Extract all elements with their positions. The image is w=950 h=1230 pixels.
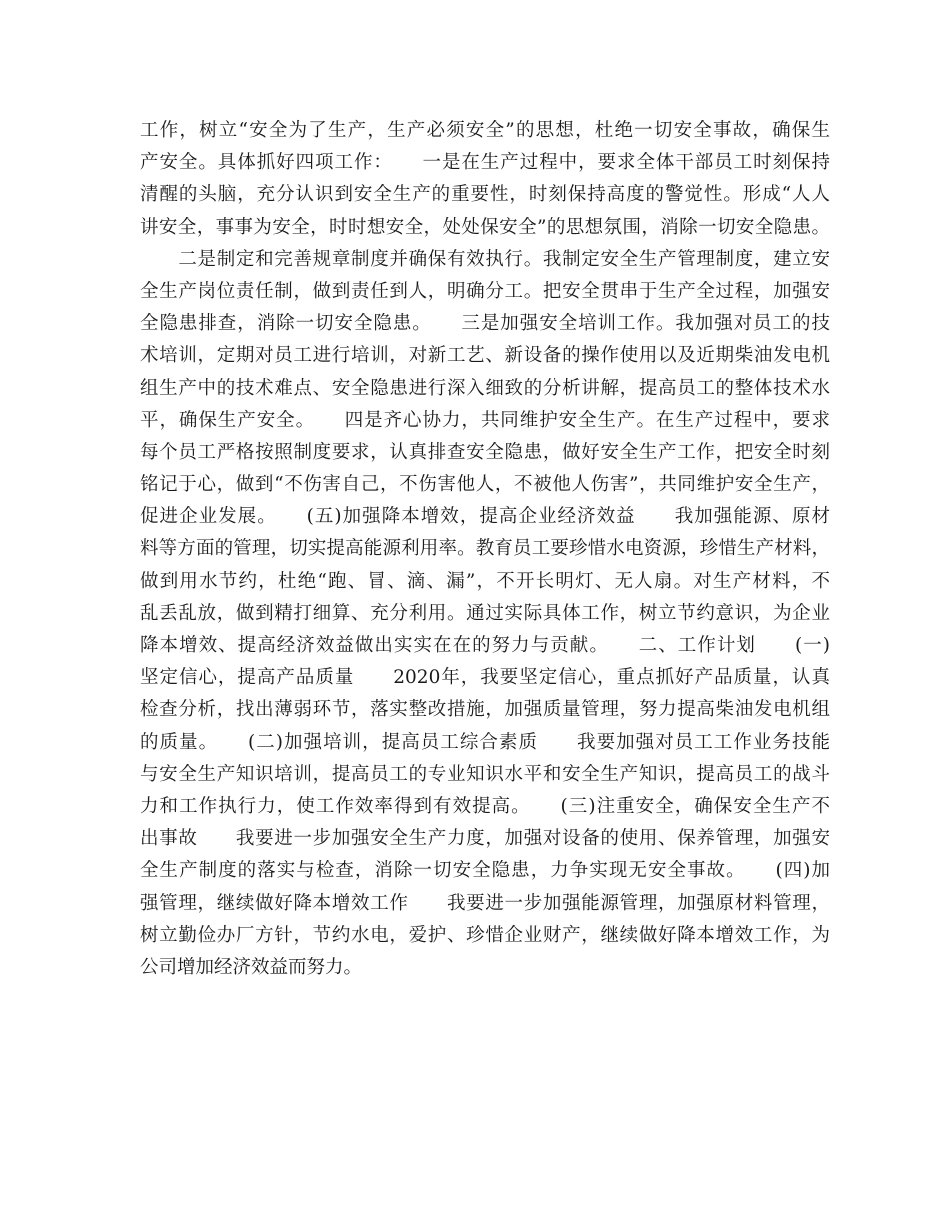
text-line: 促进企业发展。 (五)加强降本增效，提高企业经济效益 我加强能源、原材 (140, 506, 830, 528)
text-line: 平，确保生产安全。 四是齐心协力，共同维护安全生产。在生产过程中，要求 (140, 409, 830, 431)
text-line: 术培训，定期对员工进行培训，对新工艺、新设备的操作使用以及近期柴油发电机 (140, 345, 830, 367)
text-line: 与安全生产知识培训，提高员工的专业知识水平和安全生产知识，提高员工的战斗 (140, 763, 830, 785)
text-line: 力和工作执行力，使工作效率得到有效提高。 (三)注重安全，确保安全生产不 (140, 795, 830, 817)
text-line: 组生产中的技术难点、安全隐患进行深入细致的分析讲解，提高员工的整体技术水 (140, 377, 830, 399)
text-line: 做到用水节约，杜绝“跑、冒、滴、漏”，不开长明灯、无人扇。对生产材料，不 (140, 570, 830, 592)
text-line: 全生产岗位责任制，做到责任到人，明确分工。把安全贯串于生产全过程，加强安 (140, 280, 830, 302)
text-line: 二是制定和完善规章制度并确保有效执行。我制定安全生产管理制度，建立安 (140, 248, 830, 270)
text-line: 讲安全，事事为安全，时时想安全，处处保安全”的思想氛围，消除一切安全隐患。 (140, 216, 830, 238)
text-line: 树立勤俭办厂方针，节约水电，爱护、珍惜企业财产，继续做好降本增效工作，为 (140, 924, 830, 946)
text-line: 坚定信心，提高产品质量 2020年，我要坚定信心，重点抓好产品质量，认真 (140, 667, 830, 689)
text-line: 降本增效、提高经济效益做出实实在在的努力与贡献。 二、工作计划 (一) (140, 635, 830, 656)
text-line: 检查分析，找出薄弱环节，落实整改措施，加强质量管理，努力提高柴油发电机组 (140, 699, 830, 721)
text-line: 产安全。具体抓好四项工作： 一是在生产过程中，要求全体干部员工时刻保持 (140, 152, 830, 174)
text-line: 强管理，继续做好降本增效工作 我要进一步加强能源管理，加强原材料管理， (140, 892, 830, 914)
text-line: 出事故 我要进一步加强安全生产力度，加强对设备的使用、保养管理，加强安 (140, 828, 830, 850)
text-line: 每个员工严格按照制度要求，认真排查安全隐患，做好安全生产工作，把安全时刻 (140, 441, 830, 463)
body-text (140, 115, 830, 984)
text-line: 清醒的头脑，充分认识到安全生产的重要性，时刻保持高度的警觉性。形成“人人 (140, 184, 830, 206)
text-line: 料等方面的管理，切实提高能源利用率。教育员工要珍惜水电资源，珍惜生产材料， (140, 538, 830, 560)
text-line: 全隐患排查，消除一切安全隐患。 三是加强安全培训工作。我加强对员工的技 (140, 313, 830, 335)
text-line: 全生产制度的落实与检查，消除一切安全隐患，力争实现无安全事故。 (四)加 (140, 860, 830, 882)
text-line: 乱丢乱放，做到精打细算、充分利用。通过实际具体工作，树立节约意识，为企业 (140, 602, 830, 624)
text-line: 的质量。 (二)加强培训，提高员工综合素质 我要加强对员工工作业务技能 (140, 731, 830, 753)
text-line: 公司增加经济效益而努力。 (140, 956, 363, 978)
text-line: 铭记于心，做到“不伤害自己，不伤害他人，不被他人伤害”，共同维护安全生产， (140, 474, 830, 496)
text-line: 工作，树立“安全为了生产，生产必须安全”的思想，杜绝一切安全事故，确保生 (140, 120, 830, 141)
